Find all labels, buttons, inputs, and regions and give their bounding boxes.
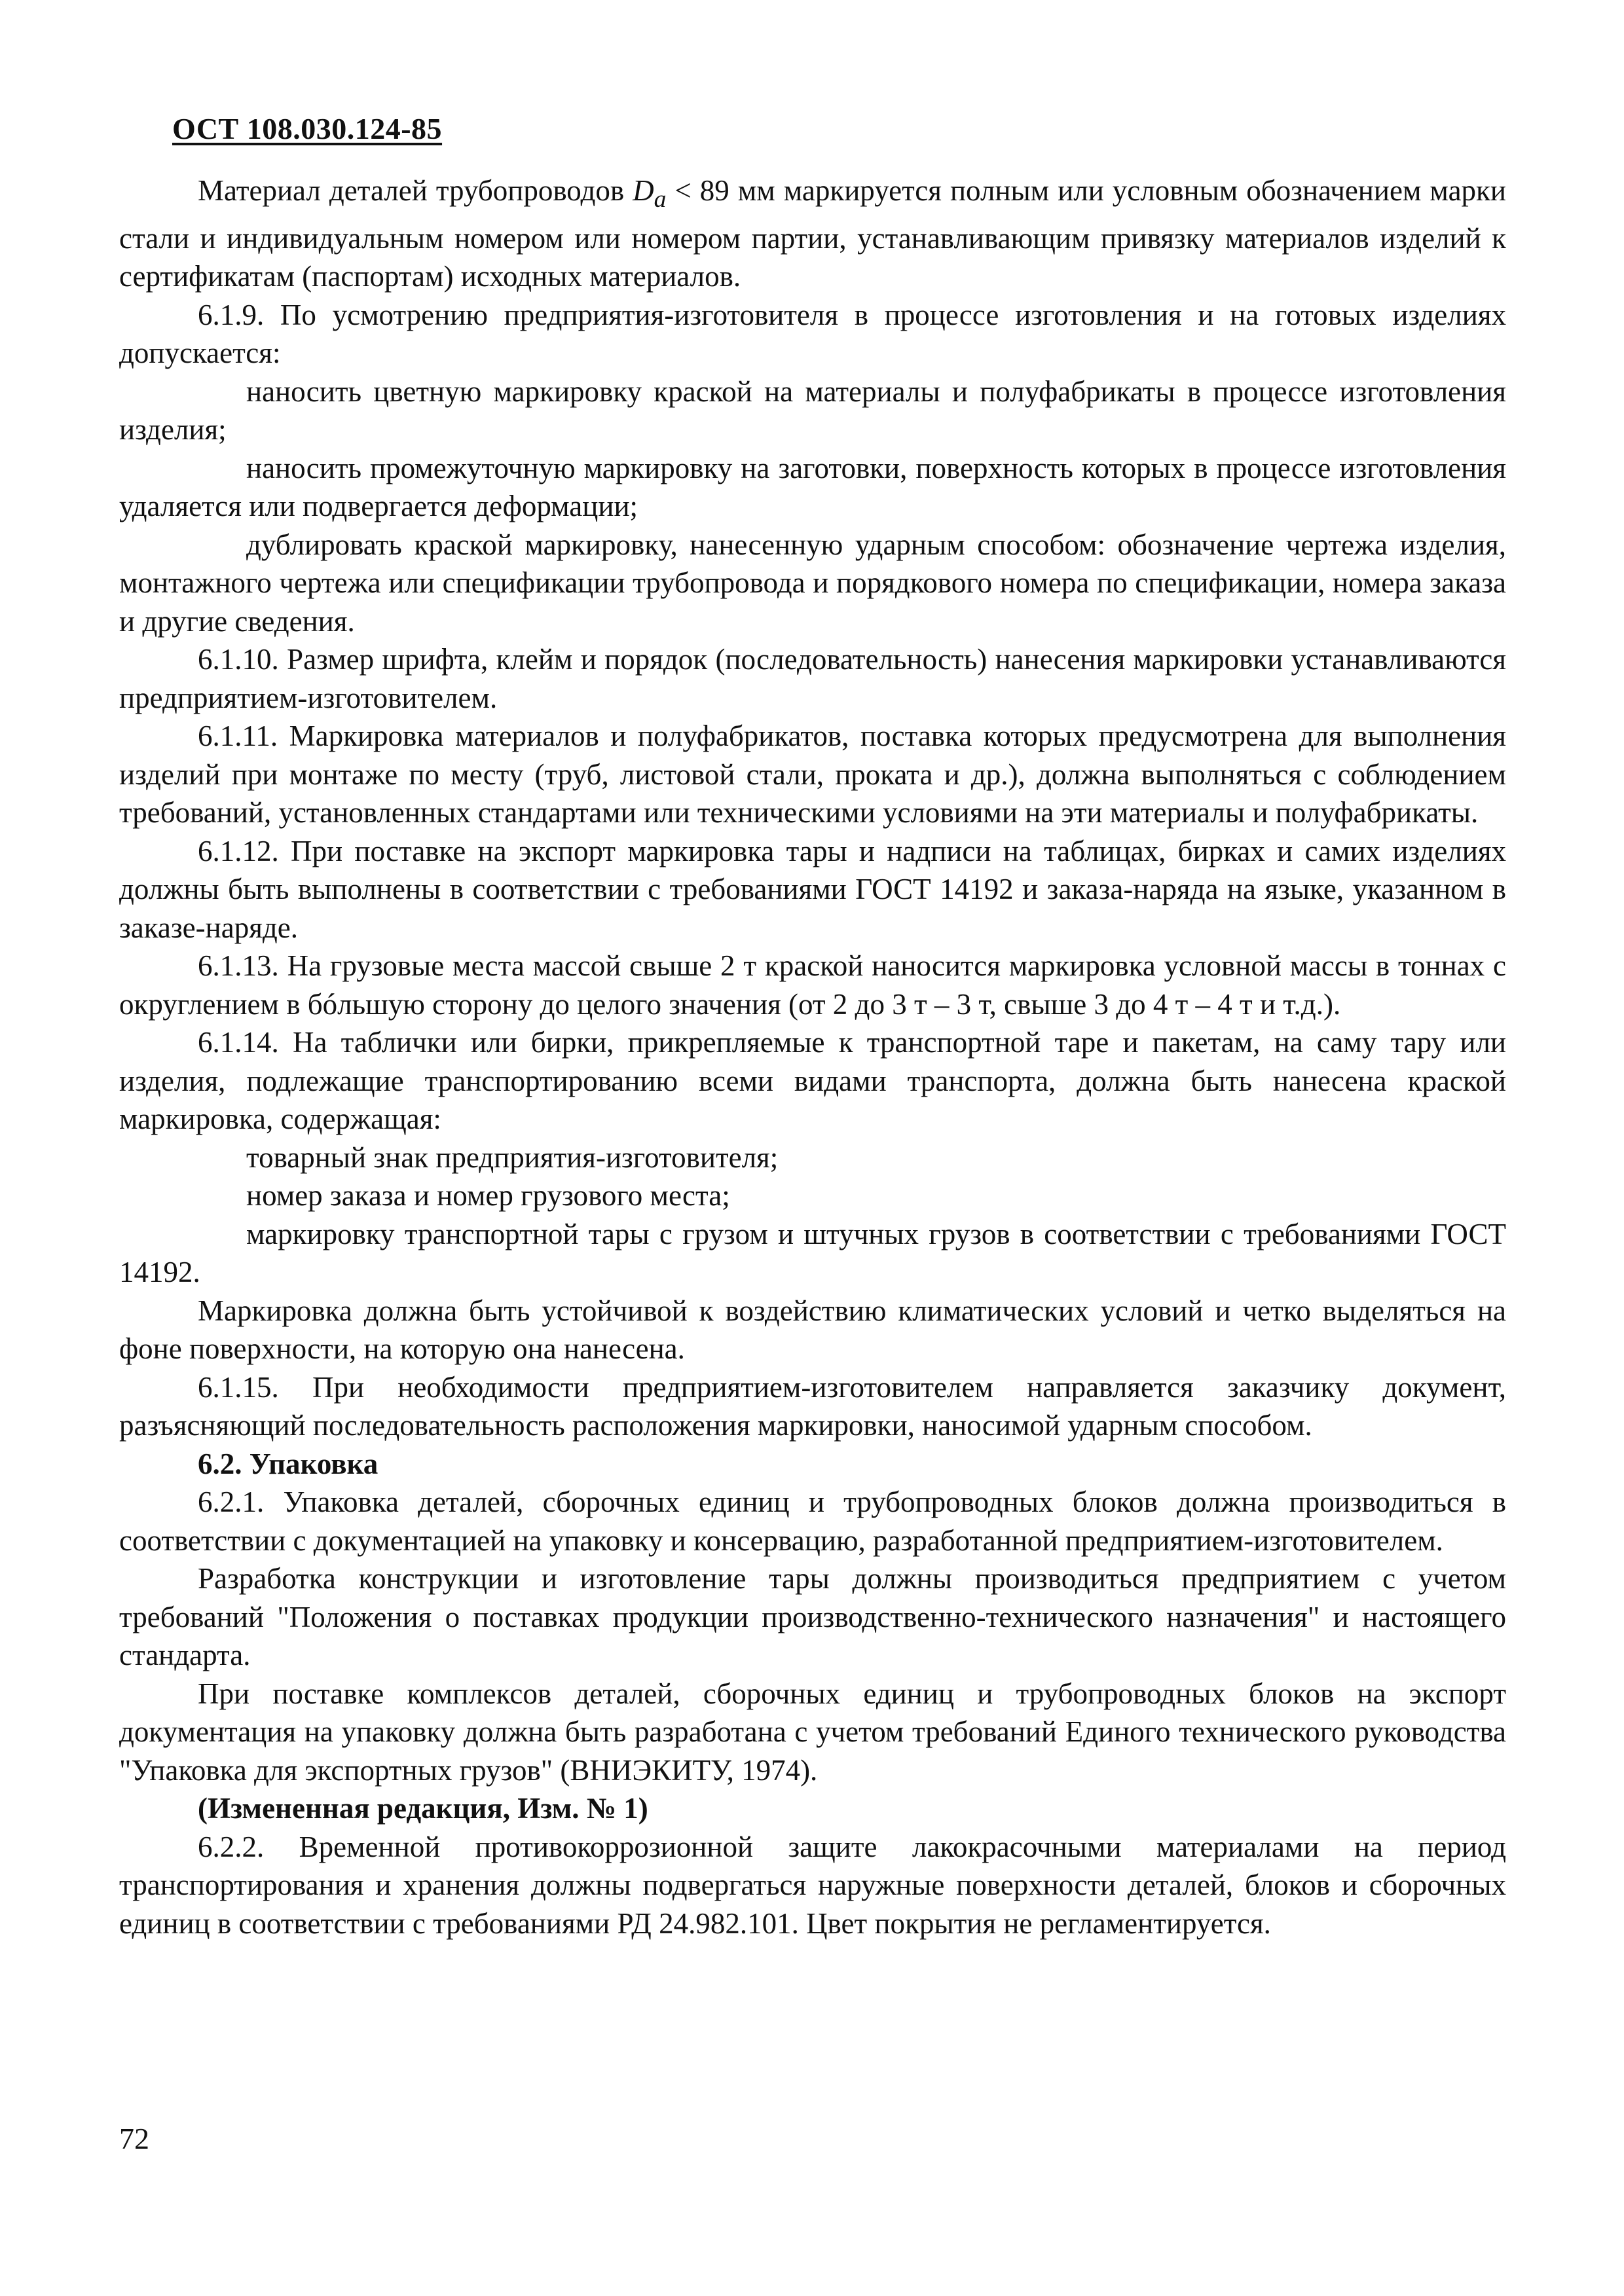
document-code-header: ОСТ 108.030.124-85 [172, 112, 443, 145]
page-number: 72 [119, 2122, 149, 2155]
paragraph-6-1-14: 6.1.14. На таблички или бирки, прикрепляемые к транспортной таре и пакетам, на саму тару или изделия, подлежащие транспортированию всеми видами транспорта, должна быть нанесена краской маркировка, содержащая: [119, 1026, 1506, 1135]
list-item: наносить промежуточную маркировку на заготовки, поверхность которых в процессе изготовления удаляется или подвергается деформации; [119, 451, 1506, 522]
list-item: наносить цветную маркировку краской на материалы и полуфабрикаты в процессе изготовления изделия; [119, 374, 1506, 446]
text-fragment: < 89 мм маркируется полным или условным обозначением марки стали и индивидуальным номером или номером партии, устанавливающим привязку материалов изделий к сертификатам (паспортам) исходных материалов. [119, 174, 1507, 293]
paragraph-6-1-9: 6.1.9. По усмотрению предприятия-изготовителя в процессе изготовления и на готовых изделиях допускается: [119, 298, 1506, 369]
document-body [119, 172, 1506, 1942]
list-item: дублировать краской маркировку, нанесенную ударным способом: обозначение чертежа изделия, монтажного чертежа или спецификации трубопровода и порядкового номера по спецификации, номера заказа и другие сведения. [119, 528, 1506, 638]
paragraph-6-1-12: 6.1.12. При поставке на экспорт маркировка тары и надписи на таблицах, бирках и самих изделиях должны быть выполнены в соответствии с требованиями ГОСТ 14192 и заказа-наряда на языке, указанном в заказе-наряде. [119, 834, 1506, 944]
list-item: номер заказа и номер грузового места; [246, 1179, 730, 1212]
paragraph-6-1-13: 6.1.13. На грузовые места массой свыше 2 т краской наносится маркировка условной массы в тоннах с округлением в бóльшую сторону до целого значения (от 2 до 3 т – 3 т, свыше 3 до 4 т – 4 т и т.д.). [119, 949, 1506, 1021]
revision-note: (Измененная редакция, Изм. № 1) [198, 1792, 648, 1825]
section-heading-6-2: 6.2. Упаковка [198, 1447, 378, 1480]
paragraph-pipe-material-marking [119, 172, 1506, 296]
paragraph-marking-durability: Маркировка должна быть устойчивой к воздействию климатических условий и четко выделяться на фоне поверхности, на которую она нанесена. [119, 1294, 1506, 1365]
paragraph-6-2-1: 6.2.1. Упаковка деталей, сборочных единиц и трубопроводных блоков должна производиться в соответствии с документацией на упаковку и консервацию, разработанной предприятием-изготовителем. [119, 1485, 1506, 1557]
paragraph-6-2-2: 6.2.2. Временной противокоррозионной защите лакокрасочными материалами на период транспортирования и хранения должны подвергаться наружные поверхности деталей, блоков и сборочных единиц в соответствии с требованиями РД 24.982.101. Цвет покрытия не регламентируется. [119, 1830, 1506, 1940]
paragraph-6-1-15: 6.1.15. При необходимости предприятием-изготовителем направляется заказчику документ, разъясняющий последовательность расположения маркировки, наносимой ударным способом. [119, 1370, 1506, 1442]
paragraph-export-packaging: При поставке комплексов деталей, сборочных единиц и трубопроводных блоков на экспорт документация на упаковку должна быть разработана с учетом требований Единого технического руководства "Упаковка для экспортных грузов" (ВНИЭКИТУ, 1974). [119, 1677, 1506, 1787]
list-item: товарный знак предприятия-изготовителя; [246, 1140, 779, 1174]
diameter-subscript: a [654, 186, 667, 213]
paragraph-6-1-11: 6.1.11. Маркировка материалов и полуфабрикатов, поставка которых предусмотрена для выполнения изделий при монтаже по месту (труб, листовой стали, проката и др.), должна выполняться с соблюдением требований, установленных стандартами или техническими условиями на эти материалы и полуфабрикаты. [119, 720, 1506, 829]
diameter-symbol: D [633, 174, 654, 207]
list-item: маркировку транспортной тары с грузом и штучных грузов в соответствии с требованиями ГОСТ 14192. [119, 1217, 1506, 1288]
paragraph-container-design: Разработка конструкции и изготовление тары должны производиться предприятием с учетом требований "Положения о поставках продукции производственно-технического назначения" и настоящего стандарта. [119, 1562, 1506, 1671]
text-fragment: Материал деталей трубопроводов [198, 174, 633, 207]
paragraph-6-1-10: 6.1.10. Размер шрифта, клейм и порядок (последовательность) нанесения маркировки устанавливаются предприятием-изготовителем. [119, 643, 1506, 714]
